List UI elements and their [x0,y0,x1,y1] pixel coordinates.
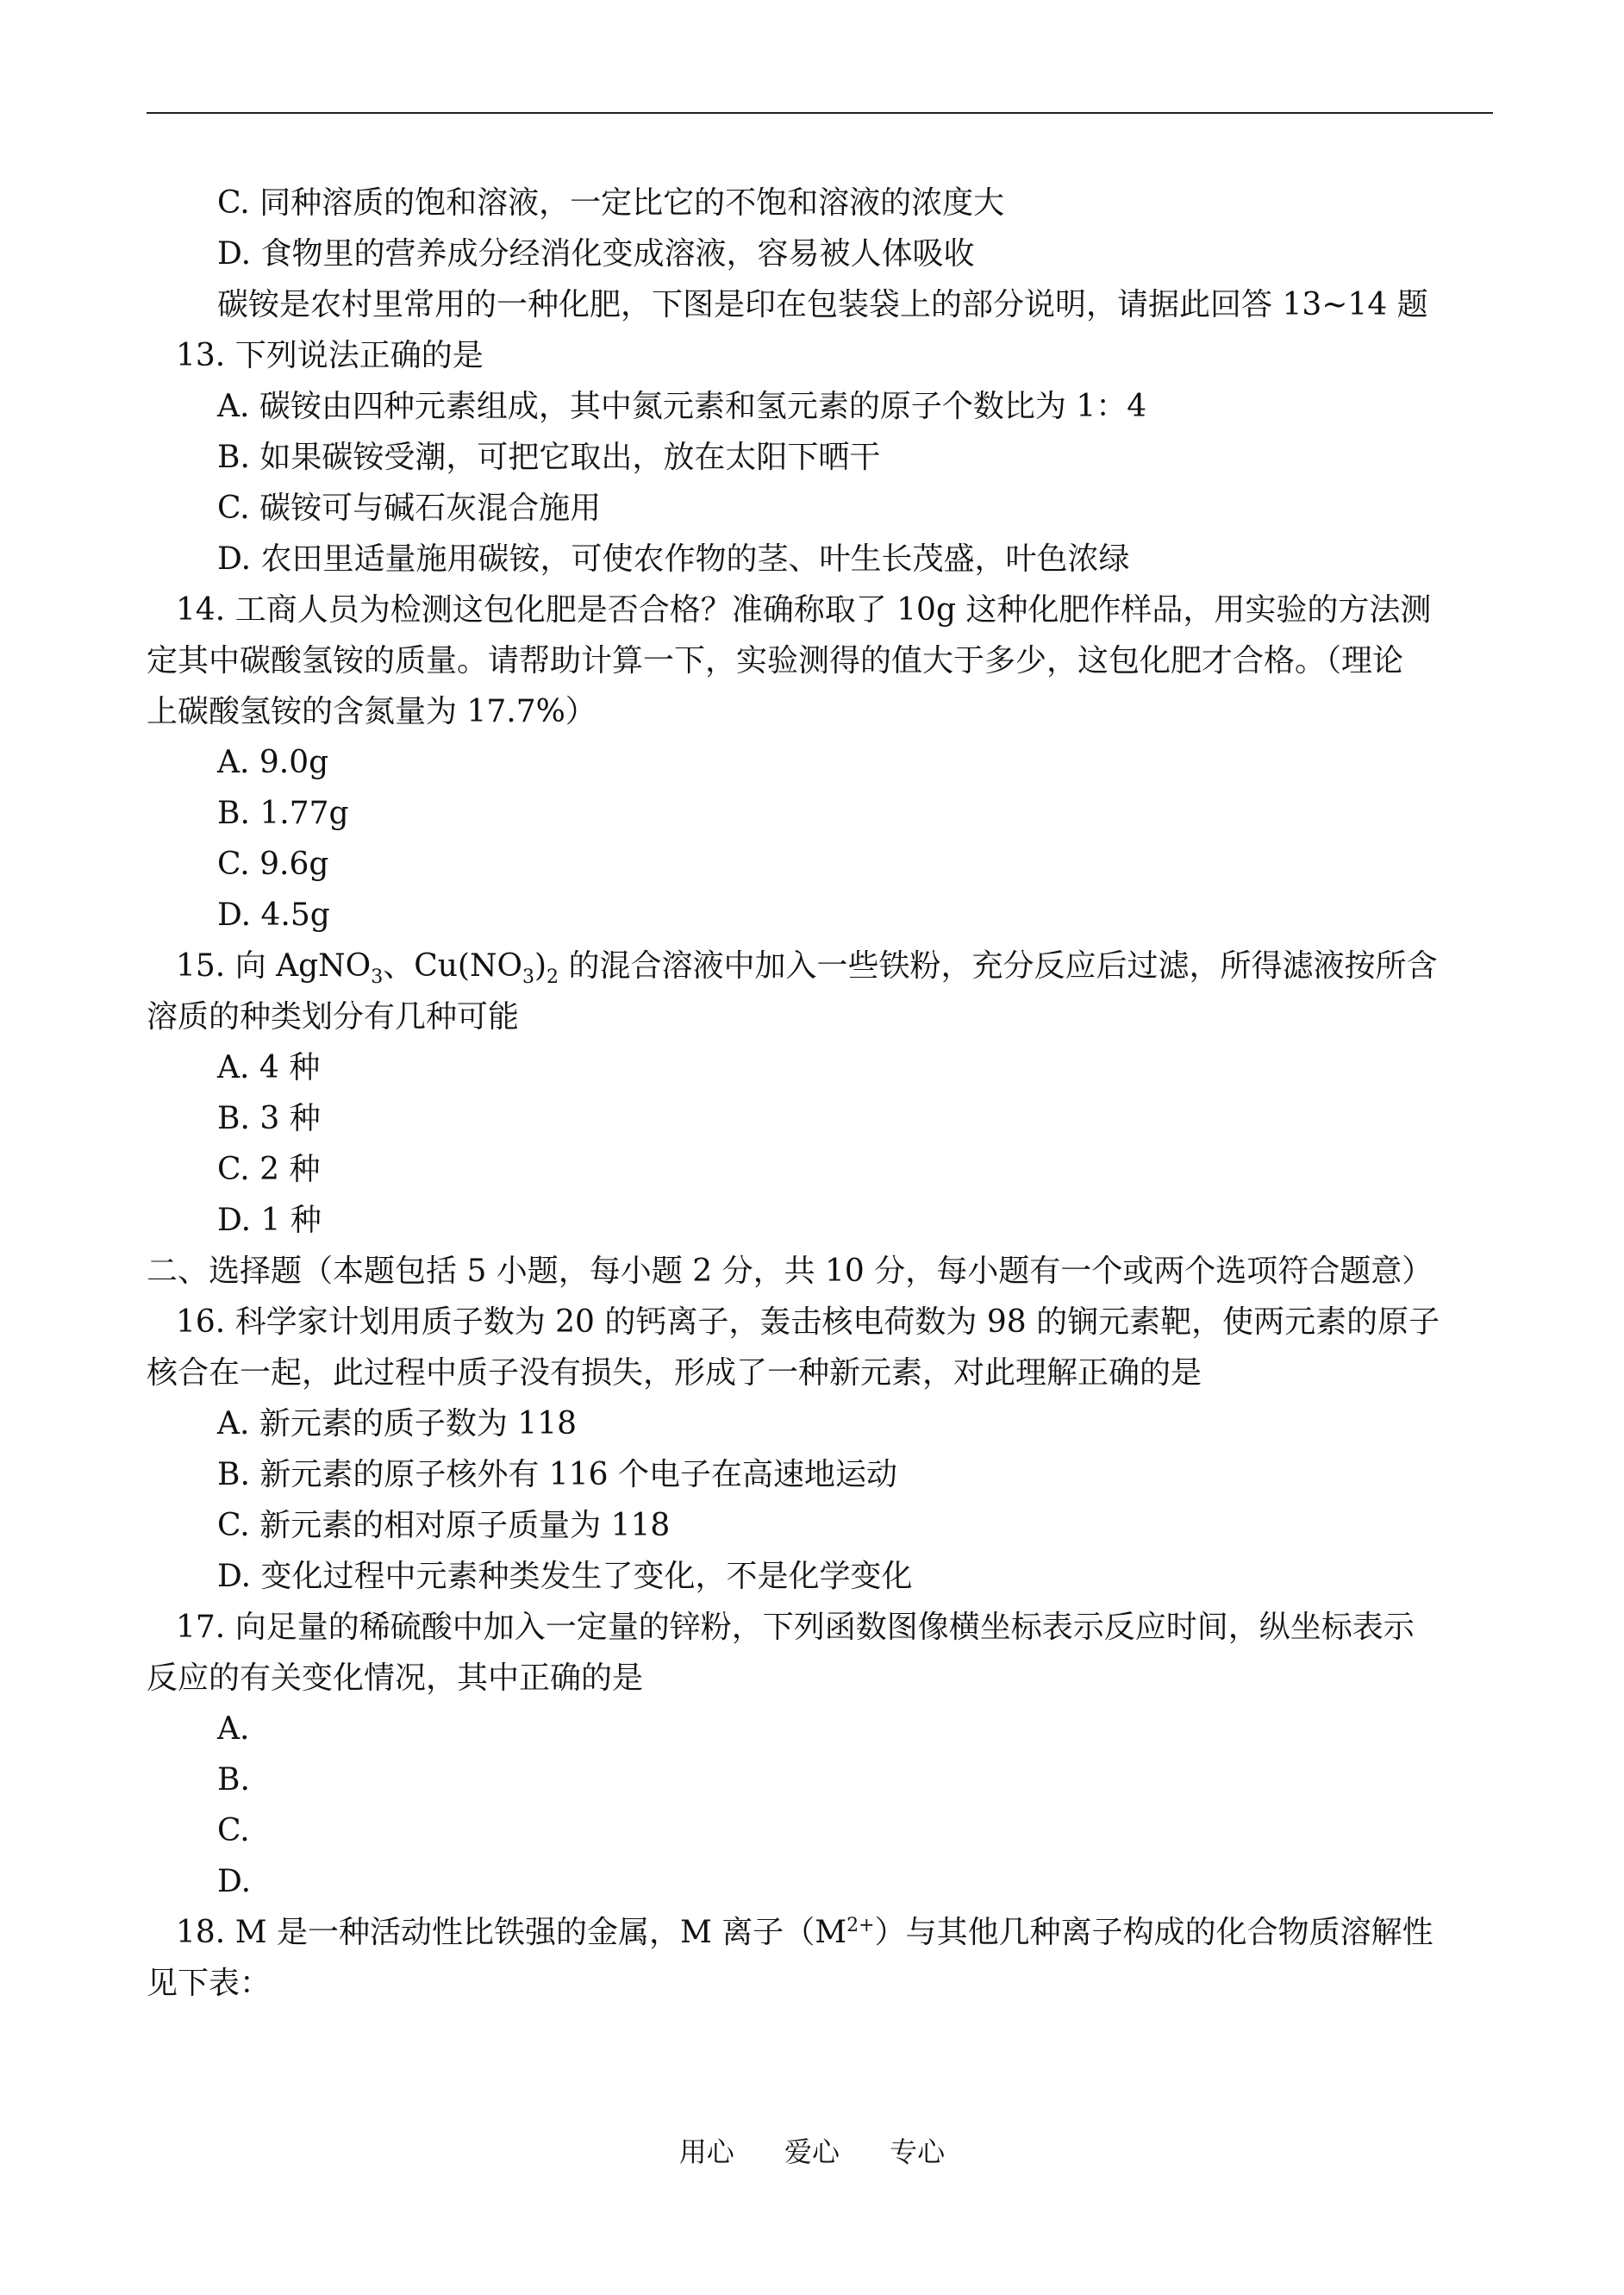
q15-prefix: 15. 向 AgNO [176,948,372,984]
q15-close: ) [534,948,547,984]
q17-option-a: A. [217,1711,250,1747]
q16-stem-1: 16. 科学家计划用质子数为 20 的钙离子，轰击核电荷数为 98 的锎元素靶，使两元素的原子 [176,1304,1440,1340]
footer-text-2: 爱心 [784,2136,840,2168]
q14-option-b: B. 1.77g [217,796,349,831]
q17-stem-2: 反应的有关变化情况，其中正确的是 [147,1660,644,1696]
q15-option-a: A. 4 种 [217,1050,321,1085]
intro-13-14: 碳铵是农村里常用的一种化肥，下图是印在包装袋上的部分说明，请据此回答 13~14 题 [217,287,1428,322]
q16-option-d: D. 变化过程中元素种类发生了变化，不是化学变化 [217,1559,913,1594]
q12-option-c: C. 同种溶质的饱和溶液，一定比它的不饱和溶液的浓度大 [217,185,1005,221]
section-2-heading: 二、选择题（本题包括 5 小题，每小题 2 分，共 10 分，每小题有一个或两个选项符合题意） [147,1254,1433,1289]
q15-option-c: C. 2 种 [217,1152,321,1187]
q17-option-c: C. [217,1813,250,1848]
q14-stem-2: 定其中碳酸氢铵的质量。请帮助计算一下，实验测得的值大于多少，这包化肥才合格。（理论 [147,643,1404,678]
q15-stem-1 [176,947,1438,989]
q15-stem-2: 溶质的种类划分有几种可能 [147,999,520,1035]
q16-option-b: B. 新元素的原子核外有 116 个电子在高速地运动 [217,1457,897,1492]
q16-option-a: A. 新元素的质子数为 118 [217,1406,578,1441]
footer [0,2135,1624,2169]
q15-option-d: D. 1 种 [217,1203,322,1238]
q17-option-d: D. [217,1864,252,1899]
q17-stem-1: 17. 向足量的稀硫酸中加入一定量的锌粉，下列函数图像横坐标表示反应时间，纵坐标表示 [176,1610,1415,1645]
q13-option-c: C. 碳铵可与碱石灰混合施用 [217,491,602,526]
q18-prefix: 18. M 是一种活动性比铁强的金属，M 离子（M [176,1915,847,1950]
q15-suffix: 的混合溶液中加入一些铁粉，充分反应后过滤，所得滤液按所含 [559,948,1438,984]
q13-stem: 13. 下列说法正确的是 [176,338,484,373]
q13-option-d: D. 农田里适量施用碳铵，可使农作物的茎、叶生长茂盛，叶色浓绿 [217,541,1130,577]
q14-stem-3: 上碳酸氢铵的含氮量为 17.7%） [147,694,597,729]
q18-stem-1 [176,1914,1433,1952]
q17-option-b: B. [217,1762,250,1798]
q18-sup: 2+ [846,1915,875,1936]
q13-option-b: B. 如果碳铵受潮，可把它取出，放在太阳下晒干 [217,440,881,475]
q13-option-a: A. 碳铵由四种元素组成，其中氮元素和氢元素的原子个数比为 1：4 [217,389,1147,424]
q15-sub2: 3 [522,966,534,989]
header-rule [147,112,1493,114]
q14-option-a: A. 9.0g [217,745,329,780]
q14-stem-1: 14. 工商人员为检测这包化肥是否合格？准确称取了 10g 这种化肥作样品，用实验的方法测 [176,592,1432,628]
q14-option-d: D. 4.5g [217,897,330,933]
footer-text-1: 用心 [678,2136,734,2168]
q15-sub3: 2 [547,966,559,989]
q15-option-b: B. 3 种 [217,1101,321,1136]
footer-text-3: 专心 [890,2136,946,2168]
q15-mid: 、Cu(NO [383,948,522,984]
q18-suffix: ）与其他几种离子构成的化合物质溶解性 [874,1915,1433,1950]
q16-option-c: C. 新元素的相对原子质量为 118 [217,1508,671,1543]
q14-option-c: C. 9.6g [217,847,329,882]
q15-sub1: 3 [371,966,384,989]
q12-option-d: D. 食物里的营养成分经消化变成溶液，容易被人体吸收 [217,236,975,272]
q18-stem-2: 见下表： [147,1966,272,2001]
q16-stem-2: 核合在一起，此过程中质子没有损失，形成了一种新元素，对此理解正确的是 [147,1355,1202,1391]
